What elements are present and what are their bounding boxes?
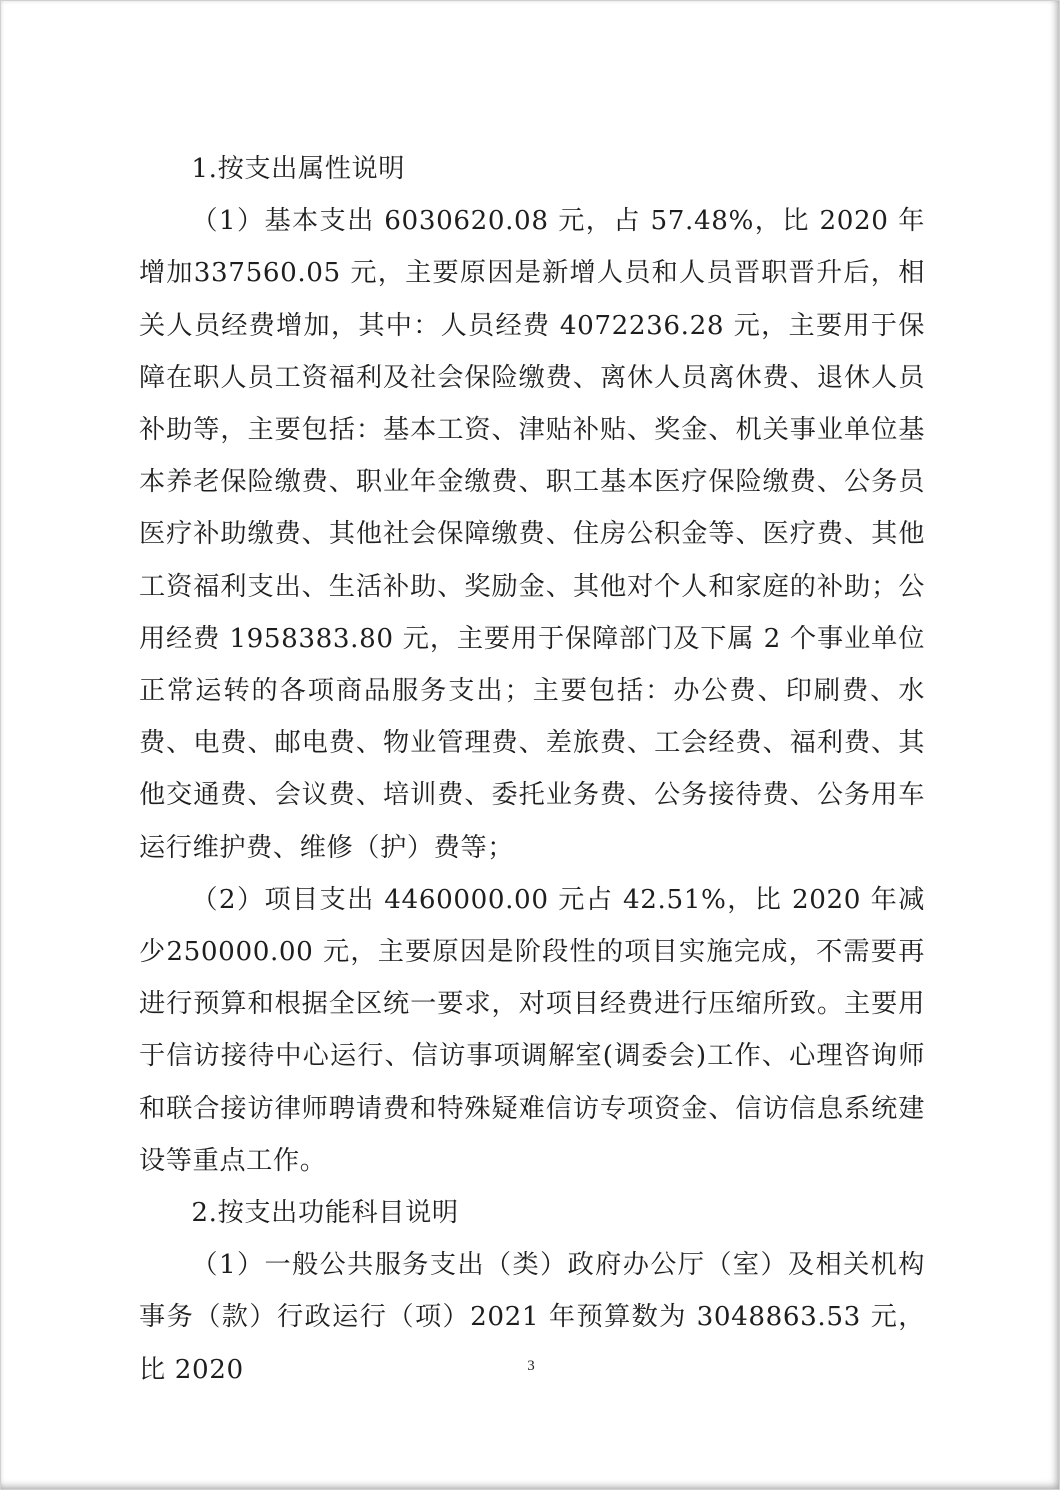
page-number: 3 — [527, 1358, 535, 1374]
section-heading-functional-subject: 2.按支出功能科目说明 — [191, 1198, 459, 1229]
paragraph-basic-expenditure: （1）基本支出 6030620.08 元，占 57.48%，比 2020 年增加337560.05 元，主要原因是新增人员和人员晋职晋升后，相关人员经费增加，其中：人员经费 4072236.28 元，主要用于保障在职人员工资福利及社会保险缴费、离休人员离休费、退休人员补助等，主要包括：基本工资、津贴补贴、奖金、机关事业单位基本养老保险缴费、职业年金缴费、职工基本医疗保险缴费、公务员医疗补助缴费、其他社会保障缴费、住房公积金等、医疗费、其他工资福利支出、生活补助、奖励金、其他对个人和家庭的补助；公用经费 1958383.80 元，主要用于保障部门及下属 2 个事业单位正常运转的各项商品服务支出；主要包括：办公费、印刷费、水费、电费、邮电费、物业管理费、差旅费、工会经费、福利费、其他交通费、会议费、培训费、委托业务费、公务接待费、公务用车运行维护费、维修（护）费等； — [139, 206, 925, 863]
paragraph-general-public-service: （1）一般公共服务支出（类）政府办公厅（室）及相关机构事务（款）行政运行（项）2021 年预算数为 3048863.53 元，比 2020 — [139, 1250, 925, 1385]
document-body — [139, 143, 925, 1396]
paragraph-project-expenditure: （2）项目支出 4460000.00 元占 42.51%，比 2020 年减少250000.00 元，主要原因是阶段性的项目实施完成，不需要再进行预算和根据全区统一要求，对项目经费进行压缩所致。主要用于信访接待中心运行、信访事项调解室(调委会)工作、心理咨询师和联合接访律师聘请费和特殊疑难信访专项资金、信访信息系统建设等重点工作。 — [139, 884, 925, 1176]
section-heading-expenditure-attribute: 1.按支出属性说明 — [191, 154, 406, 184]
